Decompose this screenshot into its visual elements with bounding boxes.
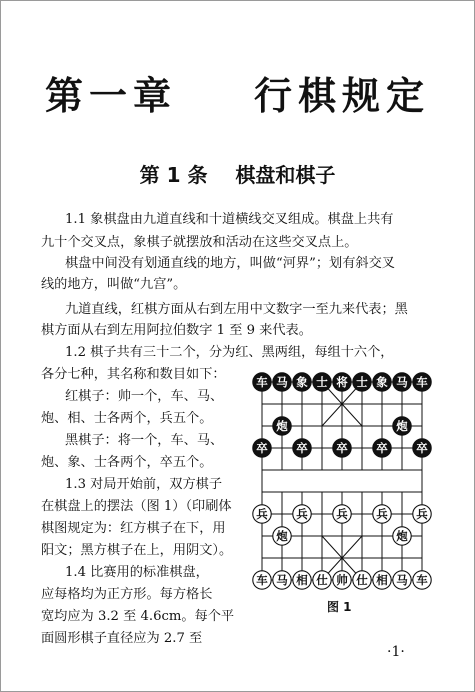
- red-piece: [413, 571, 431, 589]
- piece-label: 兵: [416, 507, 428, 522]
- black-piece: [253, 373, 271, 391]
- black-piece: [393, 373, 411, 391]
- red-piece: [273, 527, 291, 545]
- text-line: 应每格均为正方形。每方格长: [41, 587, 213, 602]
- piece-label: 兵: [296, 507, 308, 522]
- piece-label: 车: [416, 375, 428, 390]
- red-piece: [253, 505, 271, 523]
- piece-label: 马: [396, 573, 408, 588]
- text-line: 阳文；黑方棋子在上，用阴文）。: [41, 543, 233, 558]
- black-piece: [313, 373, 331, 391]
- red-piece: [373, 571, 391, 589]
- piece-label: 炮: [276, 529, 288, 544]
- black-piece: [273, 373, 291, 391]
- piece-label: 炮: [396, 529, 408, 544]
- text-line: 九道直线，红棋方面从右到左用中文数字一至九来代表；黑: [65, 302, 408, 317]
- black-piece: [353, 373, 371, 391]
- black-piece: [273, 417, 291, 435]
- black-piece: [293, 439, 311, 457]
- piece-label: 马: [276, 573, 288, 588]
- piece-label: 车: [416, 573, 428, 588]
- red-piece: [333, 505, 351, 523]
- text-line: 在棋盘上的摆法（图 1）（印刷体: [41, 499, 232, 514]
- piece-label: 兵: [376, 507, 388, 522]
- text-line: 面圆形棋子直径应为 2.7 至: [41, 631, 203, 646]
- text-line: 棋方面从右到左用阿拉伯数字 1 至 9 来代表。: [41, 323, 312, 338]
- red-piece: [393, 527, 411, 545]
- piece-label: 士: [316, 375, 328, 390]
- piece-label: 马: [276, 375, 288, 390]
- piece-label: 卒: [336, 441, 348, 456]
- section-title: 第 1 条 棋盘和棋子: [139, 163, 336, 187]
- text-line: 宽均应为 3.2 至 4.6cm。每个平: [41, 609, 235, 624]
- piece-label: 将: [336, 375, 348, 390]
- piece-label: 象: [296, 375, 308, 390]
- black-piece: [333, 439, 351, 457]
- text-line: 炮、相、士各两个，兵五个。: [41, 411, 213, 426]
- red-piece: [293, 571, 311, 589]
- page-number: ·1·: [387, 644, 405, 660]
- piece-label: 相: [296, 573, 308, 588]
- text-line: 1.2 棋子共有三十二个，分为红、黑两组，每组十六个，: [65, 345, 394, 360]
- black-piece: [373, 439, 391, 457]
- black-piece: [393, 417, 411, 435]
- piece-label: 帅: [336, 573, 348, 588]
- piece-label: 相: [376, 573, 388, 588]
- black-piece: [253, 439, 271, 457]
- text-line: 各分七种，其名称和数目如下：: [41, 367, 226, 382]
- black-piece: [333, 373, 351, 391]
- piece-label: 兵: [336, 507, 348, 522]
- piece-label: 炮: [276, 419, 288, 434]
- red-piece: [273, 571, 291, 589]
- figure-caption: 图 1: [327, 600, 352, 614]
- red-piece: [353, 571, 371, 589]
- text-line: 黑棋子：将一个，车、马、: [65, 433, 224, 448]
- piece-label: 炮: [396, 419, 408, 434]
- red-piece: [293, 505, 311, 523]
- piece-label: 车: [256, 573, 268, 588]
- text-line: 棋图规定为：红方棋子在下，用: [41, 521, 226, 536]
- black-piece: [413, 373, 431, 391]
- piece-label: 卒: [296, 441, 308, 456]
- piece-label: 卒: [376, 441, 388, 456]
- black-piece: [413, 439, 431, 457]
- red-piece: [333, 571, 351, 589]
- black-piece: [373, 373, 391, 391]
- red-piece: [253, 571, 271, 589]
- red-piece: [373, 505, 391, 523]
- red-piece: [313, 571, 331, 589]
- red-piece: [393, 571, 411, 589]
- text-line: 1.1 象棋盘由九道直线和十道横线交叉组成。棋盘上共有: [65, 212, 394, 227]
- piece-label: 卒: [416, 441, 428, 456]
- red-piece: [413, 505, 431, 523]
- text-line: 线的地方，叫做“九宫”。: [41, 277, 187, 292]
- piece-label: 象: [376, 375, 388, 390]
- piece-label: 仕: [356, 573, 368, 588]
- black-piece: [293, 373, 311, 391]
- piece-label: 马: [396, 375, 408, 390]
- piece-label: 士: [356, 375, 368, 390]
- chapter-title: 第一章 行棋规定: [45, 74, 430, 118]
- chessboard-figure: [247, 367, 437, 597]
- text-line: 九十个交叉点，象棋子就摆放和活动在这些交叉点上。: [41, 235, 358, 250]
- piece-label: 仕: [316, 573, 328, 588]
- piece-label: 卒: [256, 441, 268, 456]
- text-line: 棋盘中间没有划通直线的地方，叫做“河界”；划有斜交叉: [65, 256, 395, 271]
- text-line: 1.4 比赛用的标准棋盘，: [65, 565, 209, 580]
- piece-label: 兵: [256, 507, 268, 522]
- text-line: 炮、象、士各两个，卒五个。: [41, 455, 213, 470]
- text-line: 1.3 对局开始前，双方棋子: [65, 477, 223, 492]
- text-line: 红棋子：帅一个，车、马、: [65, 389, 224, 404]
- piece-label: 车: [256, 375, 268, 390]
